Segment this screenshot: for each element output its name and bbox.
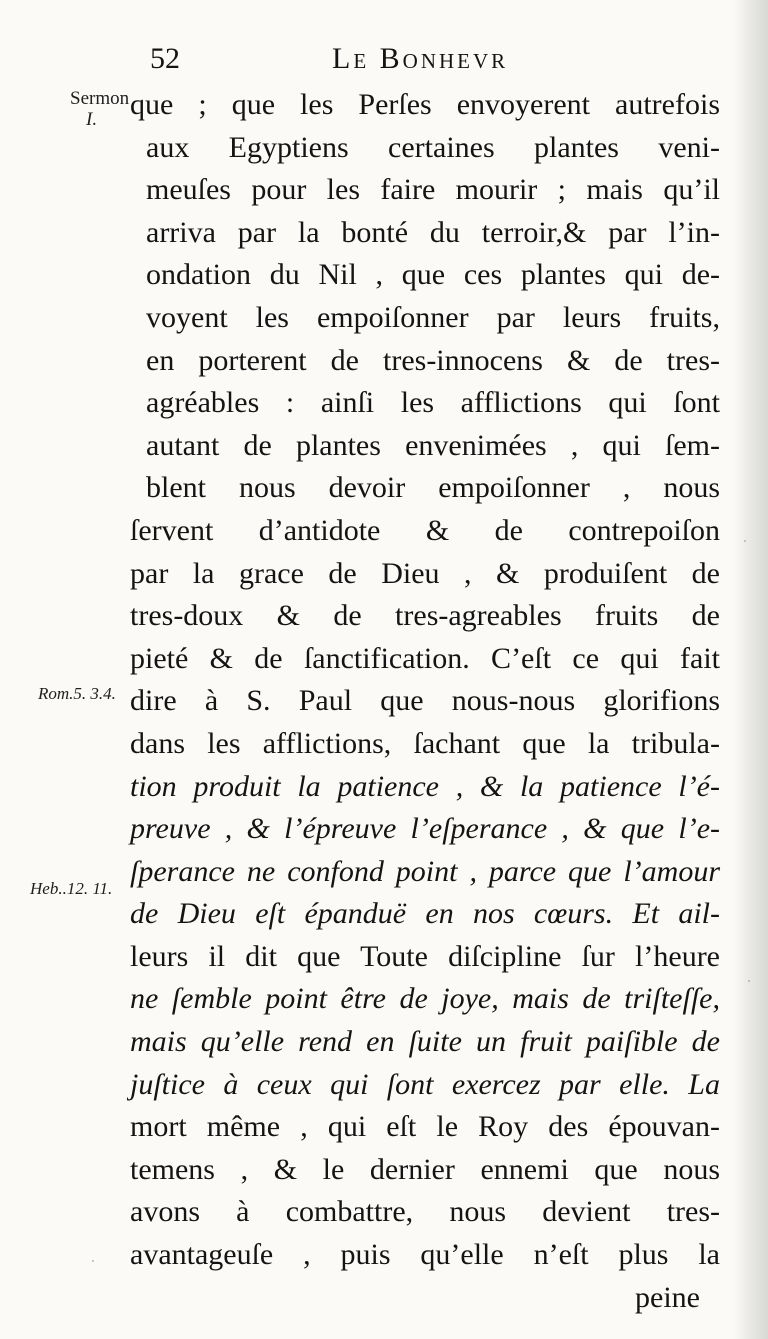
text-line: dire à S. Paul que nous-nous glorifions [130,684,720,718]
text-line: mais qu’elle rend en ſuite un fruit paiſible de [130,1025,720,1059]
text-line: tres-doux & de tres-agreables fruits de [130,599,720,633]
text-line: aux Egyptiens certaines plantes veni- [146,130,720,164]
text-line: en porterent de tres-innocens & de tres- [146,343,720,377]
body-text [130,84,720,1319]
text-line: temens , & le dernier ennemi que nous [130,1152,720,1186]
running-title: Le Bonhevr [332,42,509,75]
text-line: mort même , qui eſt le Roy des épouvan- [130,1110,720,1144]
text-line: blent nous devoir empoiſonner , nous [146,471,720,505]
running-header [150,40,710,90]
text-line: leurs il dit que Toute diſcipline ſur l’heure [130,939,720,973]
text-line: arriva par la bonté du terroir,& par l’in- [146,215,720,249]
text-line: dans les afflictions, ſachant que la tribula- [130,726,720,760]
page-edge-shadow [734,0,768,1339]
sermon-label: Sermon [70,88,130,109]
text-line: autant de plantes envenimées , qui ſem- [146,428,720,462]
page-number: 52 [150,42,180,75]
text-line: voyent les empoiſonner par leurs fruits, [146,300,720,334]
paper-speck [744,540,746,542]
text-line: avantageuſe , puis qu’elle n’eſt plus la [130,1238,720,1272]
text-line: ſervent d’antidote & de contrepoiſon [130,513,720,547]
text-line: de Dieu eſt épanduë en nos cœurs. Et ail- [130,897,720,931]
text-line: par la grace de Dieu , & produiſent de [130,556,720,590]
text-line: que ; que les Perſes envoyerent autrefois [130,88,720,121]
text-line: avons à combattre, nous devient tres- [130,1195,720,1229]
paper-speck [748,980,750,982]
sermon-number: I. [86,109,98,130]
catchword: peine [635,1280,700,1314]
text-line: tion produit la patience , & la patience l’é- [130,769,720,803]
text-line: ne ſemble point être de joye, mais de triſteſſe, [130,982,720,1016]
text-line: agréables : ainſi les afflictions qui ſont [146,386,720,420]
text-line: juſtice à ceux qui ſont exercez par elle. La [130,1067,720,1101]
text-line: meuſes pour les faire mourir ; mais qu’il [146,173,720,207]
margin-note-romans: Rom.5. 3.4. [38,684,116,703]
paper-speck [92,1260,94,1262]
text-line: pieté & de ſanctification. C’eſt ce qui fait [130,641,720,675]
text-line: ſperance ne confond point , parce que l’amour [130,854,720,888]
text-line: preuve , & l’épreuve l’eſperance , & que l’e- [130,812,720,846]
margin-note-hebrews: Heb..12. 11. [30,879,113,898]
text-line: ondation du Nil , que ces plantes qui de- [146,258,720,292]
